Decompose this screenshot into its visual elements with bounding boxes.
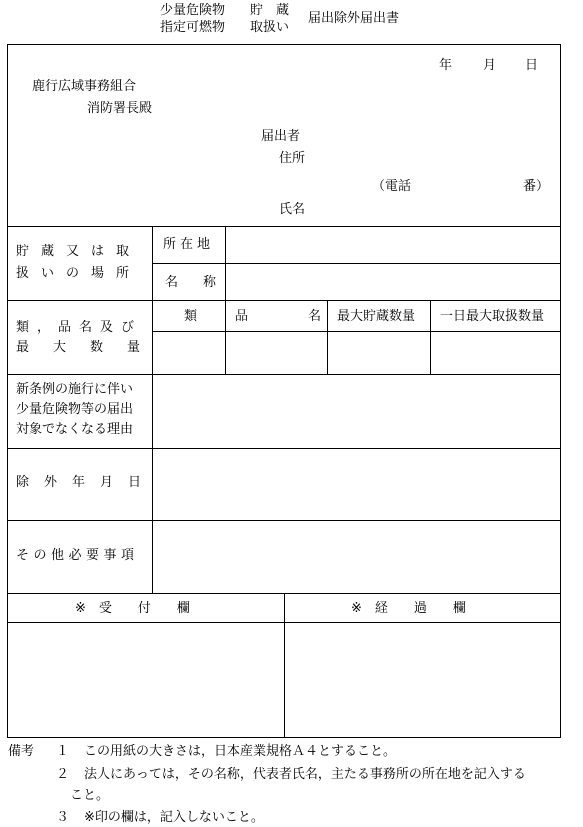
reception-column-label: ※ 受 付 欄 <box>75 601 190 616</box>
progress-column-label: ※ 経 過 欄 <box>351 601 466 616</box>
items-label-1: 類，品名及び <box>16 320 143 335</box>
facility-name-field[interactable] <box>226 264 560 300</box>
facility-name-label: 名 称 <box>165 275 223 290</box>
title-combustible: 指定可燃物 <box>160 20 226 35</box>
addressee-organization: 鹿行広域事務組合 <box>32 79 137 94</box>
location-label: 所在地 <box>163 237 215 252</box>
address-label: 住所 <box>279 151 306 166</box>
title-storage: 貯 蔵 <box>250 3 290 18</box>
note-2-number: ２ <box>56 767 70 782</box>
note-1-number: １ <box>56 744 70 759</box>
note-1-text: この用紙の大きさは，日本産業規格Ａ４とすること。 <box>84 744 397 759</box>
note-2-continuation: こと。 <box>70 788 110 803</box>
applicant-label: 届出者 <box>261 129 301 144</box>
notes-heading: 備考 <box>8 744 35 759</box>
class-field[interactable] <box>153 332 225 374</box>
items-label-2: 最大数量 <box>16 340 165 355</box>
addressee-title: 消防署長殿 <box>87 101 153 116</box>
phone-open: （電話 <box>372 179 412 194</box>
product-field[interactable] <box>226 332 327 374</box>
phone-close: 番） <box>523 179 550 194</box>
other-items-field[interactable] <box>153 521 560 593</box>
max-storage-field[interactable] <box>328 332 430 374</box>
title-hazardous: 少量危険物 <box>160 3 226 18</box>
col-daily-max: 一日最大取扱数量 <box>440 309 545 324</box>
col-class: 類 <box>184 309 198 324</box>
date-year: 年 <box>439 58 453 73</box>
date-month: 月 <box>483 58 497 73</box>
storage-place-label-2: 扱いの場所 <box>16 266 142 281</box>
col-max-storage: 最大貯蔵数量 <box>337 309 416 324</box>
reason-label-2: 少量危険物等の届出 <box>16 402 134 417</box>
other-items-label: その他必要事項 <box>16 548 139 563</box>
reason-label-3: 対象でなくなる理由 <box>16 422 134 437</box>
title-handling: 取扱い <box>250 20 290 35</box>
storage-place-label-1: 貯蔵又は取 <box>16 244 142 259</box>
col-product-b: 名 <box>308 309 322 324</box>
location-field[interactable] <box>226 227 560 263</box>
col-product-a: 品 <box>235 309 249 324</box>
date-day: 日 <box>525 58 539 73</box>
daily-max-field[interactable] <box>431 332 560 374</box>
name-label: 氏名 <box>279 202 306 217</box>
note-3-text: ※印の欄は，記入しないこと。 <box>84 810 264 825</box>
note-3-number: ３ <box>56 810 70 825</box>
title-form-name: 届出除外届出書 <box>308 11 400 26</box>
reason-label-1: 新条例の施行に伴い <box>16 382 134 397</box>
exclusion-date-label: 除外年月日 <box>16 475 157 490</box>
reason-field[interactable] <box>153 375 560 448</box>
note-2-text: 法人にあっては，その名称，代表者氏名，主たる事務所の所在地を記入する <box>84 767 526 782</box>
exclusion-date-field[interactable] <box>153 449 560 520</box>
